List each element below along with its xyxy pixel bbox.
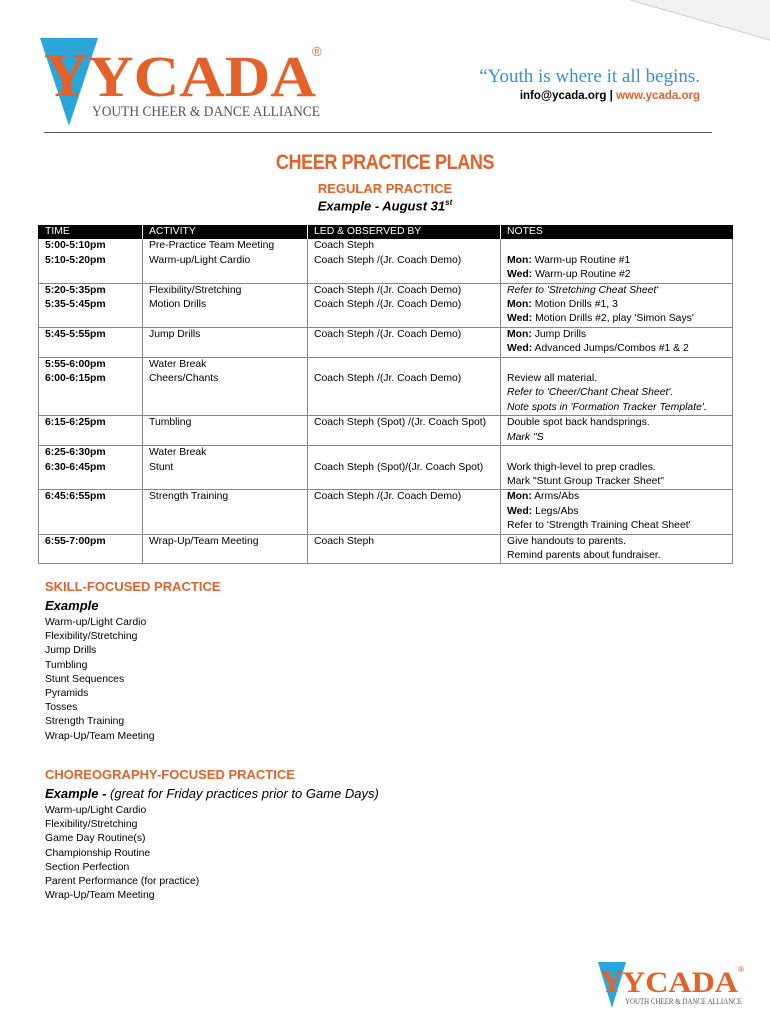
section-title-skill-focused: SKILL-FOCUSED PRACTICE <box>45 579 221 594</box>
cell-notes <box>501 416 733 446</box>
cell-led <box>308 446 501 490</box>
cell-time-text: 6:45:6:55pm <box>45 491 106 503</box>
table-row <box>39 327 733 357</box>
note-text: Motion Drills #2, play 'Simon Says' <box>532 313 694 325</box>
choreo-example <box>45 786 379 801</box>
note-line <box>507 475 726 489</box>
table-row <box>39 416 733 446</box>
skill-example-label: Example <box>45 598 99 613</box>
list-item: Warm-up/Light Cardio <box>45 617 147 628</box>
section-title-regular-practice: REGULAR PRACTICE <box>317 181 453 196</box>
cell-led-text: Coach Steph <box>314 535 375 547</box>
note-line <box>507 401 726 415</box>
table-row <box>39 446 733 490</box>
header-activity: ACTIVITY <box>143 225 308 239</box>
cell-time <box>39 490 143 534</box>
note-line <box>507 284 726 298</box>
cell-time-text: 5:45-5:55pm <box>45 328 106 340</box>
cell-led-text: Coach Steph (Spot) /(Jr. Coach Spot) <box>314 417 487 429</box>
footer-ycada-logo <box>598 962 746 1010</box>
note-text: Refer to 'Strength Training Cheat Sheet' <box>507 520 691 532</box>
note-line <box>507 328 726 342</box>
cell-led <box>308 357 501 416</box>
note-line <box>507 372 726 386</box>
note-text: Give handouts to parents. <box>507 535 626 547</box>
cell-notes <box>501 327 733 357</box>
note-line <box>507 490 726 504</box>
cell-activity <box>143 327 308 357</box>
contact-separator: | <box>609 90 613 102</box>
header-stripe-decoration <box>330 0 770 50</box>
note-text: Remind parents about fundraiser. <box>507 549 661 561</box>
footer-logo-subtext: YOUTH CHEER & DANCE ALLIANCE <box>625 997 743 1006</box>
svg-text:Y: Y <box>600 963 624 999</box>
cell-activity-text: Cheers/Chants <box>149 373 219 385</box>
note-text: Note spots in 'Formation Tracker Template'. <box>507 401 707 413</box>
table-header-row <box>39 225 733 239</box>
header-notes: NOTES <box>501 225 733 239</box>
practice-schedule-table <box>38 225 733 564</box>
note-text: Motion Drills #1, 3 <box>531 299 618 311</box>
contact-email[interactable]: info@ycada.org <box>519 90 607 102</box>
cell-notes <box>501 446 733 490</box>
choreography-focused-list <box>45 804 199 903</box>
cell-time-text: 6:15-6:25pm <box>45 417 106 429</box>
tagline: “Youth is where it all begins. <box>479 66 700 87</box>
note-text: Advanced Jumps/Combos #1 & 2 <box>532 343 689 355</box>
cell-led-text: Coach Steph /(Jr. Coach Demo) <box>314 284 462 296</box>
note-text: Mark "S <box>507 431 544 443</box>
cell-led-text: Coach Steph (Spot)/(Jr. Coach Spot) <box>314 461 484 473</box>
note-line <box>507 535 726 549</box>
note-line <box>507 461 726 475</box>
list-item: Flexibility/Stretching <box>45 631 138 643</box>
logo-registered-mark: ® <box>312 44 322 59</box>
cell-time-text: 5:55-6:00pm <box>45 358 106 370</box>
cell-activity <box>143 357 308 416</box>
contact-website[interactable]: www.ycada.org <box>616 90 700 102</box>
note-line <box>507 416 726 430</box>
svg-text:Y: Y <box>44 42 89 110</box>
cell-time <box>39 416 143 446</box>
cell-activity <box>143 534 308 564</box>
note-day-label: Wed: <box>507 313 533 325</box>
header-time: TIME <box>39 225 143 239</box>
note-line <box>507 549 726 563</box>
note-text: Review all material. <box>507 373 598 385</box>
cell-led-text: Coach Steph /(Jr. Coach Demo) <box>314 491 462 503</box>
list-item: Tumbling <box>45 659 88 671</box>
note-day-label: Mon: <box>507 491 532 503</box>
note-text: Legs/Abs <box>532 505 579 517</box>
table-body <box>39 239 733 563</box>
list-item: Wrap-Up/Team Meeting <box>45 890 155 902</box>
note-text: Warm-up Routine #1 <box>531 254 631 266</box>
cell-activity-text: Water Break <box>149 447 207 459</box>
cell-activity <box>143 416 308 446</box>
cell-time-text: 5:10-5:20pm <box>45 254 106 266</box>
note-text: Mark "Stunt Group Tracker Sheet" <box>507 475 664 487</box>
list-item: Parent Performance (for practice) <box>45 876 200 888</box>
cell-activity-text: Motion Drills <box>149 299 207 311</box>
cell-time-text: 5:20-5:35pm <box>45 284 106 296</box>
table-row <box>39 490 733 534</box>
note-day-label: Mon: <box>507 328 532 340</box>
cell-activity-text: Wrap-Up/Team Meeting <box>149 535 259 547</box>
cell-notes <box>501 239 733 283</box>
list-item: Wrap-Up/Team Meeting <box>45 730 155 742</box>
list-item: Tosses <box>45 702 78 714</box>
cell-led-text: Coach Steph /(Jr. Coach Demo) <box>314 328 462 340</box>
footer-logo-text: YCADA <box>622 966 739 999</box>
cell-activity-text: Tumbling <box>149 417 192 429</box>
example-date <box>0 198 770 213</box>
cell-notes <box>501 357 733 416</box>
cell-led-text <box>314 358 494 372</box>
header-led-observed: LED & OBSERVED BY <box>308 225 501 239</box>
example-date-text: Example - August 31 <box>317 198 446 214</box>
note-text: Arms/Abs <box>531 491 580 503</box>
note-line <box>507 431 726 445</box>
note-line <box>507 342 726 356</box>
cell-activity-text: Water Break <box>149 358 207 370</box>
ycada-logo <box>40 38 330 130</box>
note-line <box>507 505 726 519</box>
cell-time-text: 6:30-6:45pm <box>45 461 106 473</box>
cell-led-text: Coach Steph /(Jr. Coach Demo) <box>314 254 462 266</box>
cell-time-text: 6:55-7:00pm <box>45 535 106 547</box>
cell-notes <box>501 490 733 534</box>
list-item: Flexibility/Stretching <box>45 819 138 831</box>
cell-time <box>39 239 143 283</box>
note-text: Jump Drills <box>531 328 587 340</box>
page-header <box>0 0 770 140</box>
cell-led <box>308 534 501 564</box>
cell-time <box>39 357 143 416</box>
note-line <box>507 312 726 326</box>
note-day-label: Wed: <box>507 505 533 517</box>
note-line <box>507 386 726 400</box>
note-text: Refer to 'Stretching Cheat Sheet' <box>507 284 659 296</box>
list-item: Stunt Sequences <box>45 673 125 685</box>
cell-led <box>308 416 501 446</box>
cell-activity-text: Jump Drills <box>149 328 201 340</box>
choreo-example-label: Example - <box>45 786 107 801</box>
table-row <box>39 357 733 416</box>
cell-activity <box>143 490 308 534</box>
footer-logo-registered-mark: ® <box>738 965 744 974</box>
cell-time-text: 6:00-6:15pm <box>45 373 106 385</box>
cell-time-text: 5:35-5:45pm <box>45 299 106 311</box>
choreo-example-note: (great for Friday practices prior to Game Days) <box>110 786 379 801</box>
logo-subtext: YOUTH CHEER & DANCE ALLIANCE <box>92 104 321 120</box>
table-row <box>39 239 733 283</box>
logo-text: YCADA <box>88 44 317 109</box>
note-line <box>507 268 726 282</box>
cell-activity-text: Strength Training <box>149 491 229 503</box>
cell-led <box>308 327 501 357</box>
cell-notes <box>501 283 733 327</box>
cell-led <box>308 283 501 327</box>
cell-led-text <box>314 446 494 460</box>
table-row <box>39 534 733 564</box>
contact-line <box>520 90 700 102</box>
list-item: Championship Routine <box>45 847 151 859</box>
cell-activity <box>143 283 308 327</box>
note-text: Warm-up Routine #2 <box>532 269 631 281</box>
note-text: Refer to 'Cheer/Chant Cheat Sheet'. <box>507 387 674 399</box>
note-line <box>507 519 726 533</box>
list-item: Warm-up/Light Cardio <box>45 805 147 816</box>
cell-notes <box>501 534 733 564</box>
note-text: Double spot back handsprings. <box>507 417 650 429</box>
skill-focused-list <box>45 616 155 744</box>
cell-led-text: Coach Steph /(Jr. Coach Demo) <box>314 299 462 311</box>
note-line <box>507 298 726 312</box>
cell-time-text: 6:25-6:30pm <box>45 447 106 459</box>
cell-activity-text: Flexibility/Stretching <box>149 284 242 296</box>
note-day-label: Mon: <box>507 299 532 311</box>
cell-activity <box>143 446 308 490</box>
list-item: Pyramids <box>45 688 89 700</box>
list-item: Jump Drills <box>45 645 97 657</box>
note-text: Work thigh-level to prep cradles. <box>507 461 656 473</box>
cell-time <box>39 327 143 357</box>
cell-time <box>39 534 143 564</box>
header-divider <box>44 132 712 133</box>
cell-time <box>39 283 143 327</box>
cell-led <box>308 239 501 283</box>
cell-led <box>308 490 501 534</box>
example-date-suffix: st <box>445 198 453 207</box>
list-item: Section Perfection <box>45 861 130 873</box>
cell-activity-text: Pre-Practice Team Meeting <box>149 240 275 252</box>
cell-led-text: Coach Steph /(Jr. Coach Demo) <box>314 373 462 385</box>
table-row <box>39 283 733 327</box>
cell-activity <box>143 239 308 283</box>
note-line <box>507 254 726 268</box>
note-day-label: Wed: <box>507 343 533 355</box>
note-day-label: Wed: <box>507 269 533 281</box>
note-day-label: Mon: <box>507 254 532 266</box>
cell-time <box>39 446 143 490</box>
cell-activity-text: Warm-up/Light Cardio <box>149 254 251 266</box>
list-item: Strength Training <box>45 716 125 728</box>
cell-activity-text: Stunt <box>149 461 174 473</box>
page-title: CHEER PRACTICE PLANS <box>275 151 495 174</box>
cell-time-text: 5:00-5:10pm <box>45 240 106 252</box>
section-title-choreography-focused: CHOREOGRAPHY-FOCUSED PRACTICE <box>45 767 295 782</box>
cell-led-text: Coach Steph <box>314 240 375 252</box>
list-item: Game Day Routine(s) <box>45 833 146 845</box>
